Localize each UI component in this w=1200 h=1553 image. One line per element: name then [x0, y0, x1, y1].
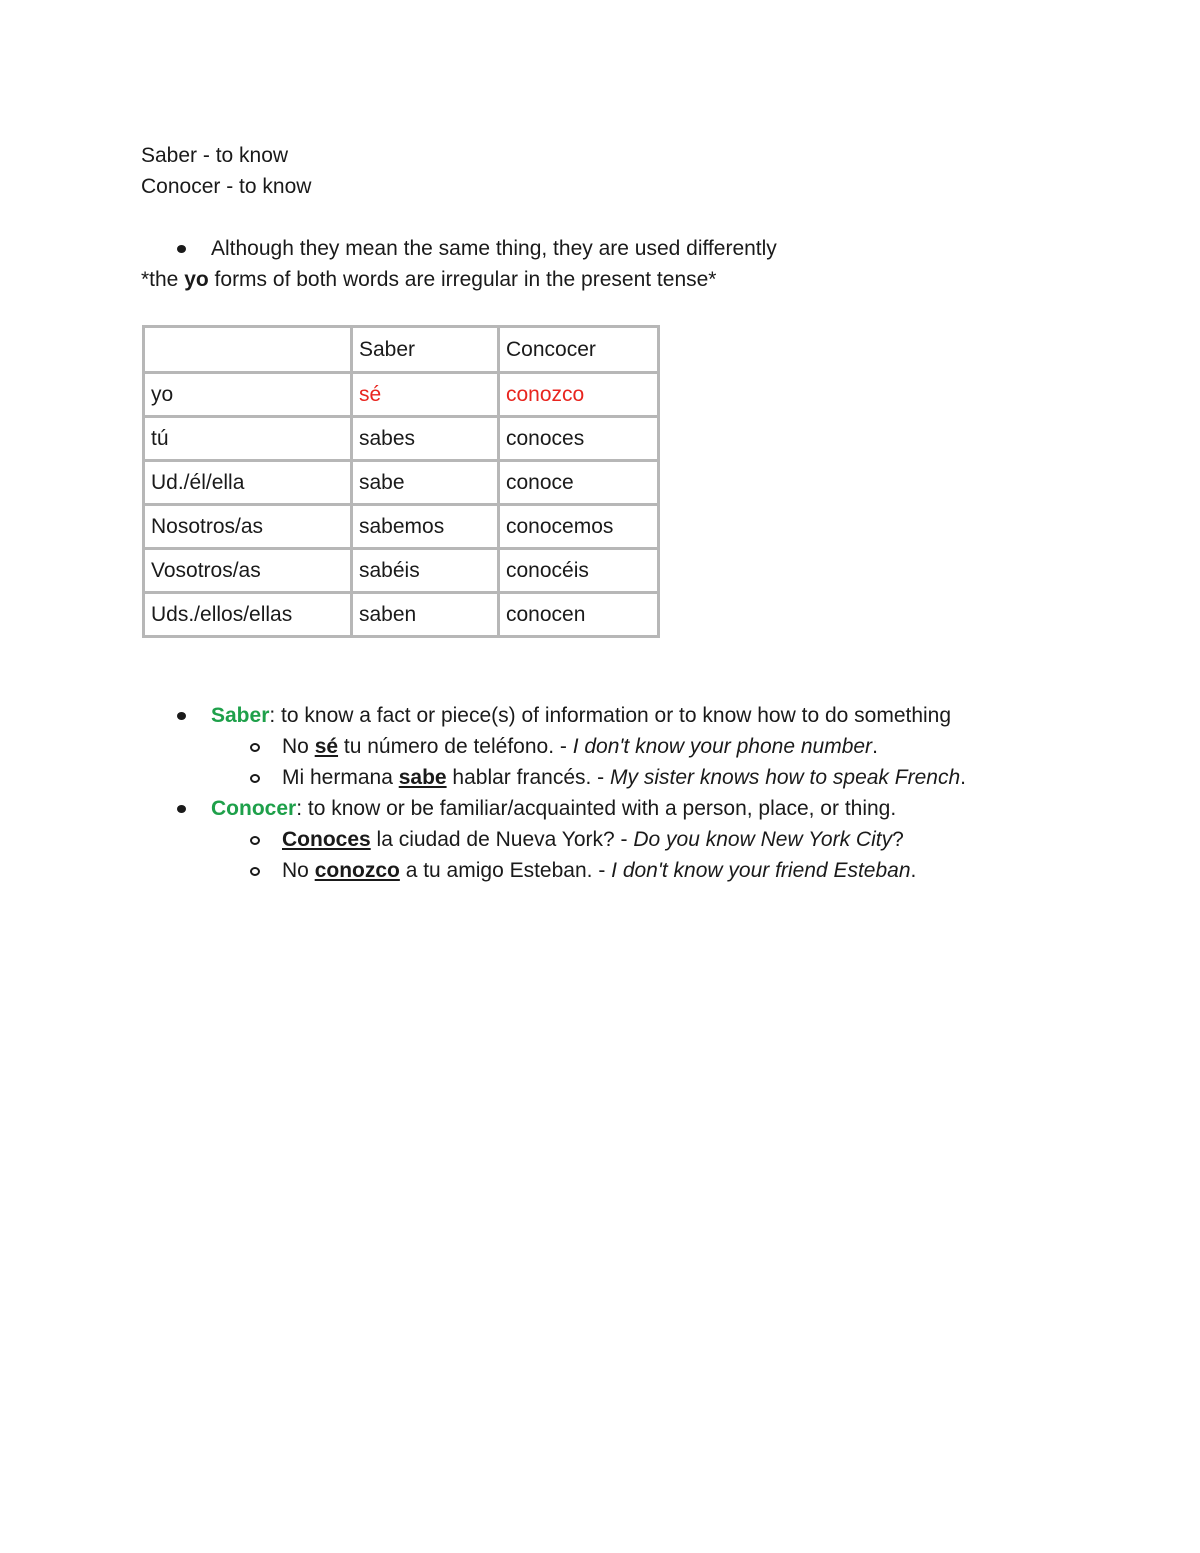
- note-suffix: forms of both words are irregular in the present tense*: [208, 268, 717, 291]
- conocer-example-1: [141, 824, 1081, 855]
- table-cell-saber: sabemos: [352, 505, 499, 549]
- saber-definition: : to know a fact or piece(s) of information or to know how to do something: [269, 704, 952, 727]
- bullet-dot-icon: [177, 245, 186, 253]
- conocer-definition: : to know or be familiar/acquainted with a person, place, or thing.: [296, 797, 897, 820]
- conocer-term: Conocer: [211, 797, 297, 820]
- table-header-cell: [144, 327, 352, 373]
- example-translation: Do you know New York City: [633, 828, 893, 851]
- example-text: hablar francés. -: [446, 766, 610, 789]
- bullet-circle-icon: [250, 774, 260, 783]
- conocer-example-2: [141, 855, 1081, 886]
- saber-term: Saber: [211, 704, 270, 727]
- table-cell-pronoun: tú: [144, 417, 352, 461]
- bullet-circle-icon: [250, 836, 260, 845]
- table-cell-conocer: conozco: [499, 373, 659, 417]
- saber-example-2: [141, 762, 1081, 793]
- example-verb: Conoces: [282, 828, 371, 851]
- bullet-circle-icon: [250, 743, 260, 752]
- example-verb: conozco: [314, 859, 400, 882]
- example-text: Mi hermana: [282, 766, 399, 789]
- example-verb: sabe: [398, 766, 447, 789]
- table-cell-saber: sé: [352, 373, 499, 417]
- note-yo: yo: [184, 268, 209, 291]
- example-text: la ciudad de Nueva York? -: [370, 828, 634, 851]
- example-punctuation: .: [910, 859, 917, 882]
- irregular-note: [141, 264, 1081, 295]
- example-translation: I don't know your phone number: [572, 735, 873, 758]
- table-cell-saber: sabéis: [352, 549, 499, 593]
- table-cell-pronoun: Ud./él/ella: [144, 461, 352, 505]
- table-cell-conocer: conocemos: [499, 505, 659, 549]
- table-cell-conocer: conoce: [499, 461, 659, 505]
- table-row: [144, 373, 659, 417]
- saber-bullet: [141, 700, 1081, 731]
- example-text: tu número de teléfono. -: [338, 735, 573, 758]
- intro-bullet-text: Although they mean the same thing, they are used differently: [211, 237, 777, 260]
- table-row: [144, 549, 659, 593]
- table-cell-saber: sabes: [352, 417, 499, 461]
- table-cell-conocer: conocen: [499, 593, 659, 637]
- conocer-bullet: [141, 793, 1081, 824]
- table-header-cell: Concocer: [499, 327, 659, 373]
- example-punctuation: .: [960, 766, 966, 789]
- bullet-circle-icon: [250, 867, 260, 876]
- table-cell-saber: sabe: [352, 461, 499, 505]
- table-header-row: [144, 327, 659, 373]
- table-cell-conocer: conocéis: [499, 549, 659, 593]
- title-saber: Saber - to know: [141, 144, 289, 167]
- example-translation: I don't know your friend Esteban: [611, 859, 911, 882]
- table-cell-saber: saben: [352, 593, 499, 637]
- table-header-cell: Saber: [352, 327, 499, 373]
- title-conocer: Conocer - to know: [141, 175, 312, 198]
- table-cell-pronoun: Uds./ellos/ellas: [144, 593, 352, 637]
- note-prefix: *the: [141, 268, 185, 291]
- example-text: No: [282, 859, 315, 882]
- conjugation-table: [142, 325, 660, 638]
- saber-example-1: [141, 731, 1081, 762]
- intro-bullet: [141, 233, 1081, 264]
- document-page: [141, 140, 1081, 886]
- bullet-dot-icon: [177, 712, 186, 720]
- table-row: [144, 593, 659, 637]
- table-row: [144, 417, 659, 461]
- table-row: [144, 461, 659, 505]
- table-row: [144, 505, 659, 549]
- example-text: No: [282, 735, 315, 758]
- example-punctuation: .: [872, 735, 878, 758]
- bullet-dot-icon: [177, 805, 186, 813]
- example-text: a tu amigo Esteban. -: [399, 859, 612, 882]
- example-translation: My sister knows how to speak French: [610, 766, 961, 789]
- table-cell-pronoun: yo: [144, 373, 352, 417]
- example-punctuation: ?: [892, 828, 904, 851]
- table-cell-conocer: conoces: [499, 417, 659, 461]
- table-cell-pronoun: Nosotros/as: [144, 505, 352, 549]
- table-cell-pronoun: Vosotros/as: [144, 549, 352, 593]
- example-verb: sé: [314, 735, 339, 758]
